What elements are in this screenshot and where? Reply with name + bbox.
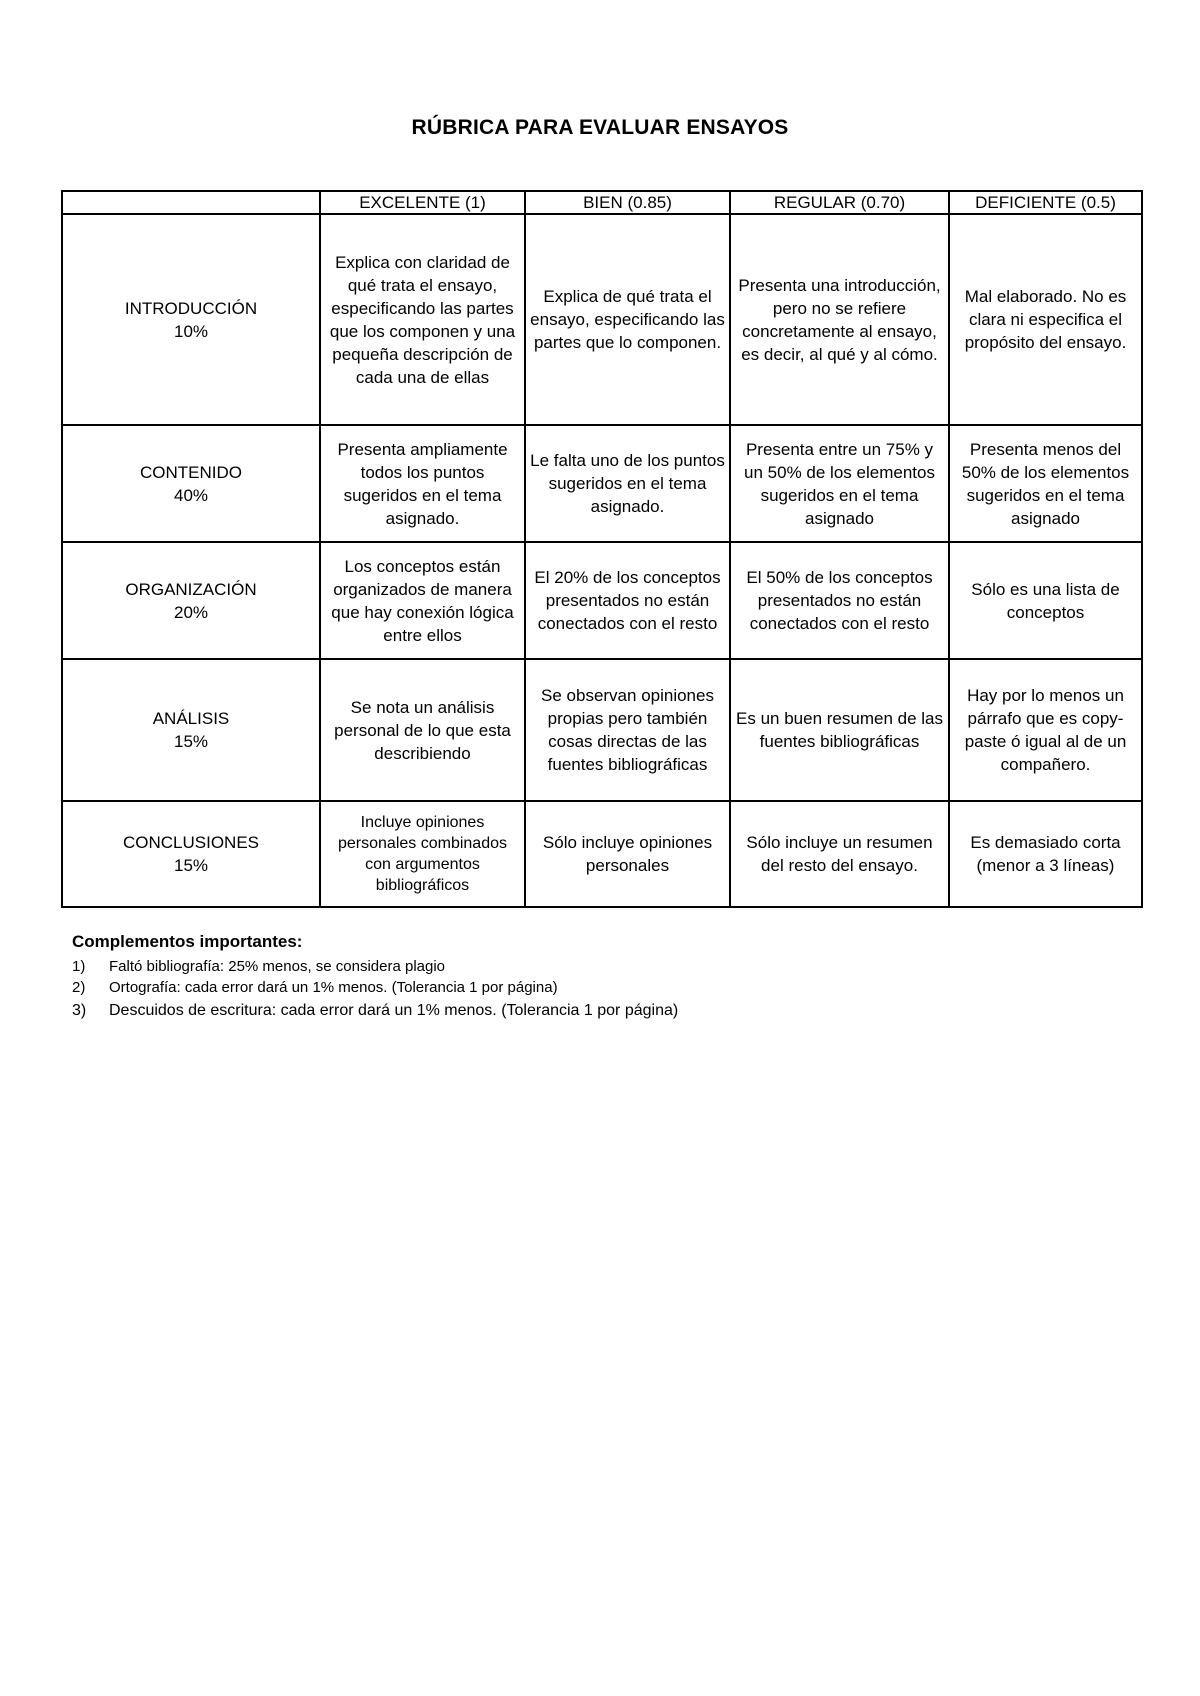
criterion-cell: [62, 542, 320, 659]
list-item-number: 2): [72, 979, 86, 996]
rubric-cell: [525, 659, 730, 801]
table-row: [62, 542, 1142, 659]
rubric-table: [61, 190, 1143, 908]
criterion-cell: [62, 801, 320, 907]
list-item: [72, 977, 972, 998]
rubric-cell: [730, 801, 949, 907]
criterion-cell: [62, 214, 320, 425]
header-cell-deficiente: DEFICIENTE (0.5): [949, 191, 1142, 214]
rubric-cell: [730, 425, 949, 542]
cell-text: Es un buen resumen de las fuentes bibliográficas: [736, 709, 943, 751]
rubric-cell: [949, 542, 1142, 659]
rubric-cell: [949, 801, 1142, 907]
rubric-cell: [320, 425, 525, 542]
cell-text: Explica con claridad de qué trata el ensayo, especificando las partes que los componen y una pequeña descripción de cada una de ellas: [329, 252, 516, 387]
header-cell-regular: REGULAR (0.70): [730, 191, 949, 214]
cell-text: Presenta ampliamente todos los puntos sugeridos en el tema asignado.: [337, 439, 508, 528]
criterion-cell: [62, 425, 320, 542]
rubric-cell: [525, 542, 730, 659]
list-item-text: Descuidos de escritura: cada error dará un 1% menos. (Tolerancia 1 por página): [109, 1002, 679, 1019]
table-row: [62, 214, 1142, 425]
rubric-cell: [730, 542, 949, 659]
table-row: [62, 801, 1142, 907]
cell-text: Se observan opiniones propias pero también cosas directas de las fuentes bibliográficas: [541, 686, 714, 774]
cell-text: Sólo incluye opiniones personales: [542, 833, 713, 875]
header-row: [62, 191, 1142, 214]
cell-text: El 20% de los conceptos presentados no están conectados con el resto: [534, 568, 721, 633]
cell-text: Se nota un análisis personal de lo que esta describiendo: [334, 697, 511, 763]
cell-text: Mal elaborado. No es clara ni especifica el propósito del ensayo.: [964, 287, 1127, 352]
list-item: [72, 1000, 972, 1021]
rubric-cell: [320, 542, 525, 659]
criterion-cell: [62, 659, 320, 801]
list-item-number: 1): [72, 958, 86, 975]
cell-text: El 50% de los conceptos presentados no están conectados con el resto: [746, 568, 933, 633]
rubric-cell: [320, 659, 525, 801]
cell-text: Presenta menos del 50% de los elementos sugeridos en el tema asignado: [961, 439, 1130, 528]
header-cell-empty: [62, 191, 320, 214]
list-item: [72, 956, 972, 977]
document-title: RÚBRICA PARA EVALUAR ENSAYOS: [411, 116, 789, 139]
rubric-cell: [525, 214, 730, 425]
cell-text: Incluye opiniones personales combinados con argumentos bibliográficos: [338, 814, 507, 894]
criterion-weight: 20%: [173, 602, 209, 622]
rubric-cell: [949, 425, 1142, 542]
rubric-cell: [320, 214, 525, 425]
criterion-name: CONCLUSIONES: [122, 833, 260, 852]
criterion-name: ANÁLISIS: [152, 709, 230, 728]
cell-text: Presenta entre un 75% y un 50% de los elementos sugeridos en el tema asignado: [744, 439, 935, 528]
cell-text: Le falta uno de los puntos sugeridos en el tema asignado.: [530, 451, 725, 516]
rubric-cell: [730, 659, 949, 801]
criterion-weight: 15%: [173, 732, 209, 751]
table-row: [62, 425, 1142, 542]
rubric-cell: [730, 214, 949, 425]
criterion-name: ORGANIZACIÓN: [125, 579, 257, 599]
list-item-text: Ortografía: cada error dará un 1% menos. (Tolerancia 1 por página): [109, 979, 558, 996]
cell-text: Explica de qué trata el ensayo, especificando las partes que lo componen.: [530, 287, 725, 352]
rubric-cell: [525, 425, 730, 542]
rubric-cell: [949, 659, 1142, 801]
cell-text: Hay por lo menos un párrafo que es copy-paste ó igual al de un compañero.: [964, 686, 1127, 774]
table-row: [62, 659, 1142, 801]
rubric-cell: [949, 214, 1142, 425]
criterion-name: CONTENIDO: [140, 462, 242, 482]
criterion-weight: 15%: [173, 856, 209, 875]
cell-text: Sólo incluye un resumen del resto del ensayo.: [746, 833, 933, 875]
rubric-cell: [320, 801, 525, 907]
notes-heading: Complementos importantes:: [72, 932, 303, 951]
cell-text: Presenta una introducción, pero no se refiere concretamente al ensayo, es decir, al qué y al cómo.: [738, 275, 941, 364]
cell-text: Sólo es una lista de conceptos: [971, 579, 1120, 622]
rubric-cell: [525, 801, 730, 907]
list-item-text: Faltó bibliografía: 25% menos, se considera plagio: [109, 958, 446, 975]
criterion-weight: 10%: [173, 321, 209, 341]
notes-section: [72, 932, 972, 1021]
cell-text: Es demasiado corta (menor a 3 líneas): [970, 833, 1121, 875]
header-cell-excelente: EXCELENTE (1): [320, 191, 525, 214]
criterion-weight: 40%: [173, 485, 209, 505]
cell-text: Los conceptos están organizados de manera que hay conexión lógica entre ellos: [331, 556, 514, 645]
criterion-name: INTRODUCCIÓN: [124, 298, 258, 318]
header-cell-bien: BIEN (0.85): [525, 191, 730, 214]
notes-list: [72, 956, 972, 1021]
list-item-number: 3): [72, 1002, 87, 1019]
